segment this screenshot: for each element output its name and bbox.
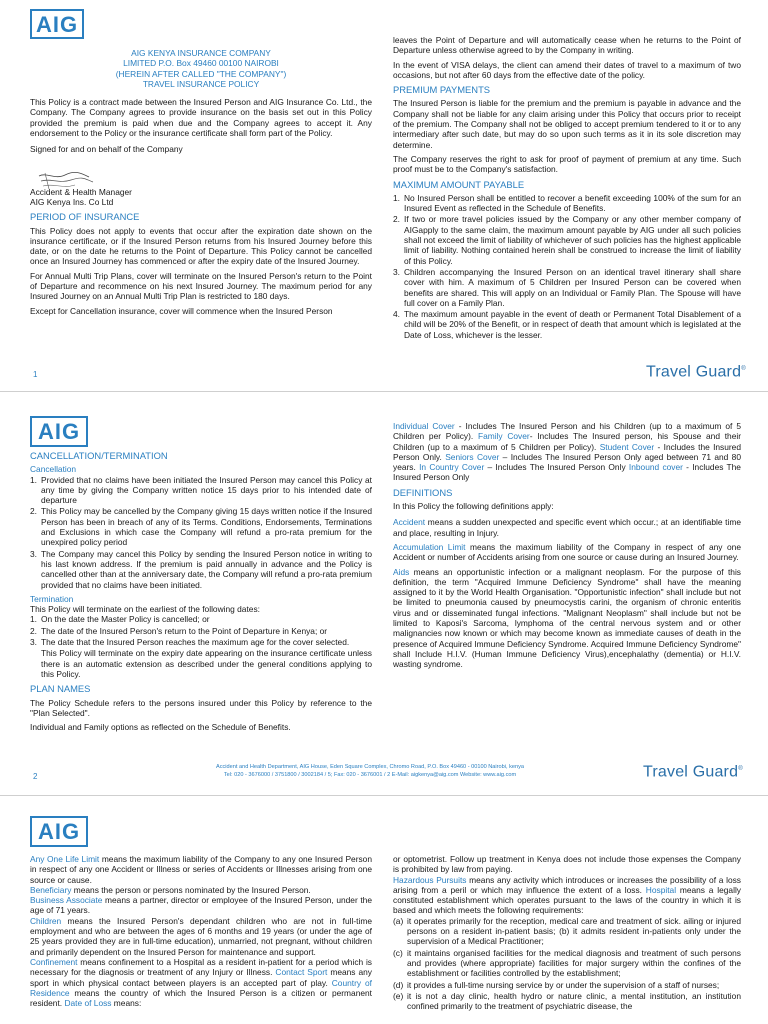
termination-note: This Policy will terminate on the expiry date appearing on the insurance certificate unless there is an automatic extension as described under the general conditions applying to this Policy. — [41, 648, 372, 679]
in-country-cover-term: In Country Cover — [419, 462, 485, 473]
signatory-title: Accident & Health Manager — [30, 186, 132, 197]
list-item: 1. On the date the Master Policy is cancelled; or — [30, 614, 210, 625]
list-item: (c) it maintains organised facilities for the medical diagnosis and treatment of such persons and provides (where appropriate) facilities for major surgery within the confines of the establishment or facilities controlled by the establishment; — [393, 947, 741, 979]
signatory-company: AIG Kenya Ins. Co Ltd — [30, 196, 114, 207]
aig-logo: AIG — [30, 9, 84, 39]
definitions-intro: In this Policy the following definitions apply: — [393, 501, 554, 512]
document-page-3 — [0, 800, 768, 1024]
family-cover-term: Family Cover — [477, 431, 530, 442]
page-number: 2 — [33, 772, 38, 781]
company-header-line-2: LIMITED P.O. Box 49460 00100 NAIROBI — [123, 58, 279, 69]
list-item: 2. This Policy may be cancelled by the Company giving 15 days written notice if the Insured Person has been in breach of any of its Terms. Conditions, Endorsements, Terminations and Exclusions in which case the Company will refund a pro-rata premium for the unexpired policy period — [30, 506, 372, 548]
definition-confinement: Confinement means confinement to a Hospital as a resident in-patient for a period which is necessary for the diagnosis or treatment of any Injury or Illness. Contact Sport means any sport in which physical contact between players is an accepted part of play. Country of Residence means the country of which the Insured Person is a citizen or permanent resident. Date of Loss means: — [30, 956, 372, 1009]
cancellation-list — [30, 475, 372, 590]
list-item: 3. The Company may cancel this Policy by sending the Insured Person notice in writing to his last known address. If the premium is paid annually in advance and the Policy is cancelled other than at the anniversary date, the Company will refund a pro-rata premium provided that no claims have been initiated. — [30, 548, 372, 590]
seniors-cover-term: Seniors Cover — [445, 451, 500, 462]
document-page-2 — [0, 396, 768, 791]
definition-beneficiary: Beneficiary means the person or persons nominated by the Insured Person. — [30, 884, 311, 895]
definition-any-one-life-limit: Any One Life Limit means the maximum liability of the Company to any one Insured Person in respect of any one Accident or Illness or series of Accidents or Illnesses arising from one source or cause. — [30, 854, 372, 885]
maximum-amount-heading: MAXIMUM AMOUNT PAYABLE — [393, 178, 525, 190]
period-paragraph-1: This Policy does not apply to events that occur after the expiration date shown on the insurance certificate, or if the Insured Person returns from his Insured Journey before this date, or on the date he returns to the Point of Departure. This Policy cannot be cancelled once an Insured Journey has commenced or after the expiry date of the Insured Journey. — [30, 225, 372, 267]
cancellation-subheading: Cancellation — [30, 464, 77, 475]
policy-intro: This Policy is a contract made between the Insured Person and AIG Insurance Co. Ltd., the Company. The Company agrees to provide insurance on the basis set out in this Policy provided the premium is paid when due and the Company agrees to accept it. Any endorsement to the Policy or the insurance certificate shall form part of the Policy. — [30, 97, 372, 139]
list-item: (d) it provides a full-time nursing service by or under the supervision of a staff of nurses; — [393, 979, 720, 990]
list-item: (a) it operates primarily for the reception, medical care and treatment of sick. ailing or injured persons on a resident in-patient basis; (b) it admits resident in-patients only under the supervision of a Medical Practitioner; — [393, 915, 741, 947]
list-item: 2. The date of the Insured Person's return to the Point of Departure in Kenya; or — [30, 625, 328, 636]
signature-image — [37, 170, 97, 192]
definition-business-associate: Business Associate means a partner, director or employee of the Insured Person, under the age of 71 years. — [30, 895, 373, 916]
list-item: (e) it is not a day clinic, health hydro or nature clinic, a mental institution, an institution confined primarily to the treatment of psychiatric disease, the — [393, 990, 741, 1012]
premium-paragraph-1: The Insured Person is liable for the premium and the premium is payable in advance and the Company shall not be liable for any claim arising under this Policy that occurs prior to receipt of the premium. The Company shall not be obliged to accept premium tendered to it or to any intermediary after such date, but may do so upon such terms as it in its sole discretion may determine. — [393, 98, 741, 150]
list-item: 3. The date that the Insured Person reaches the maximum age for the cover selected. — [30, 637, 350, 648]
termination-list — [30, 614, 372, 647]
page-2-left-column — [30, 451, 372, 736]
list-item: 4. The maximum amount payable in the event of death or Permanent Total Disablement of a child will be 20% of the Benefit, or in respect of death that amount which is legislated at the Date of Loss, whichever is the lesser. — [393, 309, 741, 340]
page-2-right-column — [393, 421, 741, 674]
definition-hazardous-pursuits: Hazardous Pursuits means any activity which introduces or increases the possibility of a loss arising from a peril or which may influence the extent of a loss. Hospital means a legally constituted establishment which operates pursuant to the laws of the country in which it is based and which meets the following requirements: — [393, 874, 741, 916]
plan-paragraph-1: The Policy Schedule refers to the persons insured under this Policy by reference to the "Plan Selected". — [30, 697, 372, 718]
optometrist-paragraph: or optometrist. Follow up treatment in Kenya does not include those expenses the Company is prohibited by law from paying. — [393, 854, 741, 875]
termination-intro: This Policy will terminate on the earliest of the following dates: — [30, 604, 260, 615]
footer-contacts: Tel: 020 - 3676000 / 3751800 / 3002184 / 5; Fax: 020 - 3676001 / 2 E-Mail: aigkenya@aig.com Website: www.aig.com — [223, 771, 517, 778]
plan-names-heading: PLAN NAMES — [30, 683, 91, 695]
definition-accident: Accident means a sudden unexpected and specific event which occur.; at an identifiable time and place, resulting in Injury. — [393, 517, 741, 538]
maximum-amount-list — [393, 193, 741, 340]
hospital-requirements-list — [393, 916, 741, 1012]
period-paragraph-3: Except for Cancellation insurance, cover will commence when the Insured Person — [30, 305, 333, 316]
period-of-insurance-heading: PERIOD OF INSURANCE — [30, 211, 140, 223]
student-cover-term: Student Cover — [599, 441, 655, 452]
document-page-1 — [0, 0, 768, 388]
company-header-line-1: AIG KENYA INSURANCE COMPANY — [131, 48, 271, 58]
premium-paragraph-2: The Company reserves the right to ask for proof of payment of premium at any time. Such proof must be to the Company's satisfaction. — [393, 153, 741, 175]
inbound-cover-term: Inbound cover — [628, 462, 683, 473]
contact-footer — [160, 764, 580, 779]
page-3-left-column — [30, 854, 372, 1008]
definition-accumulation-limit: Accumulation Limit means the maximum liability of the Company in respect of any one Accident or number of Accidents arising from one source or cause during an Insured Journey. — [393, 541, 741, 563]
travel-guard-logo: Travel Guard® — [646, 363, 746, 381]
list-item: 3. Children accompanying the Insured Person on an identical travel itinerary shall share cover with him. A maximum of 5 Children per Insured Person can be covered when benefits are shared. This will apply on an Individual or Family Plan. The Spouse will have full cover on a Family Plan. — [393, 266, 741, 308]
termination-subheading: Termination — [30, 593, 74, 604]
premium-payments-heading: PREMIUM PAYMENTS — [393, 84, 491, 96]
plan-paragraph-2: Individual and Family options as reflected on the Schedule of Benefits. — [30, 722, 291, 733]
individual-cover-term: Individual Cover — [393, 421, 455, 431]
departure-paragraph: leaves the Point of Departure and will automatically cease when he returns to the Point of Departure unless otherwise agreed to by the Company in writing. — [393, 35, 741, 56]
aig-logo: AIG — [30, 816, 88, 847]
aig-logo: AIG — [30, 416, 88, 447]
cancellation-termination-heading: CANCELLATION/TERMINATION — [30, 450, 168, 461]
list-item: 1. No Insured Person shall be entitled to recover a benefit exceeding 100% of the sum for an Insured Event as reflected in the Schedule of Benefits. — [393, 192, 741, 214]
travel-guard-logo: Travel Guard® — [643, 763, 743, 781]
cover-types: Individual Cover - Includes The Insured Person and his Children (up to a maximum of 5 Children per Policy). Family Cover- Includes The Insured person, his Spouse and their Children (up to a maximum of 5 Children per Policy). Student Cover - Includes the Insured Person Only. Seniors Cover – Includes The Insured Person Only aged between 71 and 80 years. In Country Cover – Includes The Insured Person Only Inbound cover - Includes The Insured Person Only — [393, 421, 742, 483]
page-number: 1 — [33, 370, 38, 379]
definitions-heading: DEFINITIONS — [393, 486, 453, 498]
list-item: 1. Provided that no claims have been initiated the Insured Person may cancel this Policy at any time by giving the Company written notice 15 days prior to his intended date of departure — [30, 474, 372, 506]
footer-address: Accident and Health Department, AIG House, Eden Square Complex, Chromo Road, P.O. Box 49460 - 00100 Nairobi, kenya — [215, 764, 525, 770]
definition-children: Children means the Insured Person's dependant children who are not in full-time employment and who are between the ages of 6 months and 19 years (or under the age of 25 years provided they are in full-time education), unmarried, not pregnant, without children and primarily dependent on the Insured Person for maintenance and support. — [30, 915, 372, 957]
visa-delay-paragraph: In the event of VISA delays, the client can amend their dates of travel to a maximum of two occasions, but not after 60 days from the effective date of the policy. — [393, 59, 741, 80]
page-3-right-column — [393, 854, 741, 1012]
list-item: 2. If two or more travel policies issued by the Company or any other member company of AIGapply to the same claim, the maximum amount payable by AIG under all such policies shall not exceed the limit of liability of whichever of such policies has the highest applicable limit of liability. Nothing contained herein shall be construed to increase the limit of liability of this Policy. — [393, 214, 741, 266]
page-separator — [0, 391, 768, 392]
period-paragraph-2: For Annual Multi Trip Plans, cover will terminate on the Insured Person's return to the Point of Departure and recommence on his next Insured Journey. The maximum period for any Insured Journey on an Annual Multi Trip Plan is restricted to 180 days. — [30, 270, 372, 302]
policy-title: TRAVEL INSURANCE POLICY — [142, 78, 260, 89]
page-1-right-column — [393, 35, 741, 341]
definition-aids: Aids means an opportunistic infection or a malignant neoplasm. For the purpose of this definition, the term "Acquired Immune Deficiency Syndrome" shall have the meaning assigned to it by the World Health Organisation. "Opportunistic infection" shall include but not be limited to pneumonia caused by pneumocystis carini, the organism of chronic enteritis virus and or disseminated fungal infections. "Malignant Neoplasm" shall include but not be limited to Kaposi's Sarcoma, lymphoma of the central nervous system and or other malignancies now known or which may become known as immediate causes of death in the presence of Acquired Immune Deficiency Syndrome. Acquired Immune Deficiency Syndrome" shall Include H.I.V. (Human Immune Deficiency Virus),encephalathy (dementia) or H.I.V. wasting syndrome. — [393, 566, 741, 670]
company-header-line-3: (HEREIN AFTER CALLED "THE COMPANY") — [115, 68, 287, 79]
page-separator — [0, 795, 768, 796]
signed-statement: Signed for and on behalf of the Company — [30, 144, 183, 155]
